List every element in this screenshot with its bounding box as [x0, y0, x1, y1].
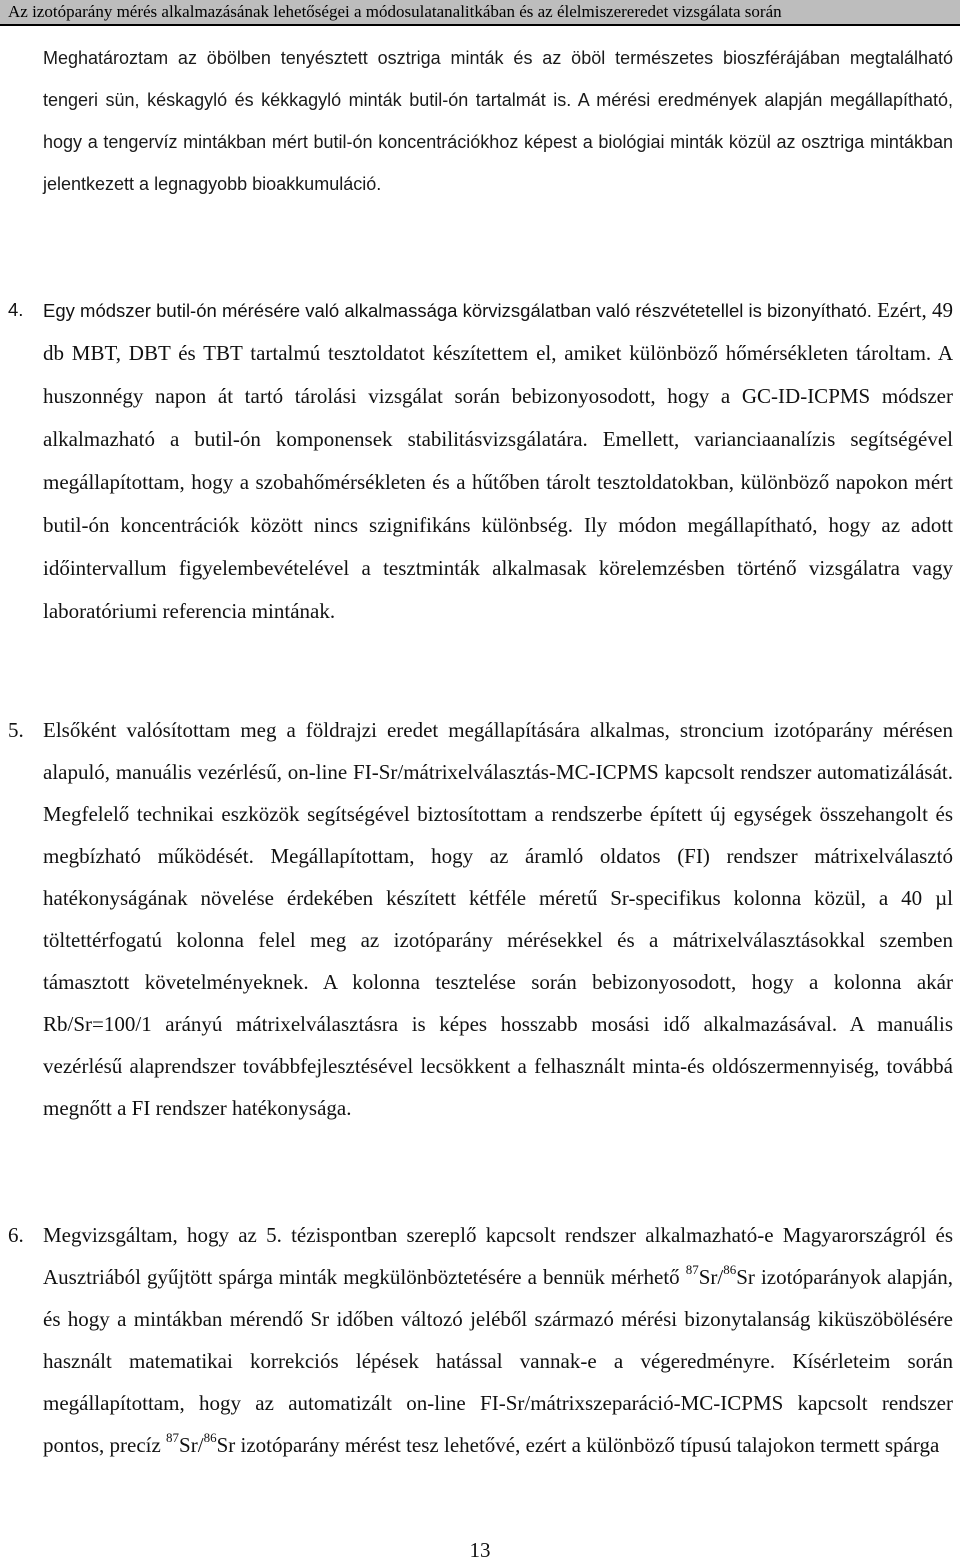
- text-segment: Megvizsgáltam, hogy az 5. tézispontban szereplő kapcsolt rendszer alkalmazható-e Magyarországról és Ausztriából gyűjtött spárga minták megkülönböztetésére a bennük mérhető: [43, 1223, 953, 1289]
- page-number: 13: [469, 1538, 491, 1562]
- text-segment: Sr izotóparány mérést tesz lehetővé, ezért a különböző típusú talajokon termett spárga: [216, 1433, 940, 1457]
- item-text: [43, 1214, 953, 1466]
- running-header-title: Az izotóparány mérés alkalmazásának lehetőségei a módosulatanalitkában és az élelmiszereredet vizsgálata során: [8, 2, 782, 21]
- text-segment: Sr/: [698, 1265, 724, 1289]
- item-text: [43, 289, 953, 633]
- superscript-87: 87: [685, 1262, 699, 1277]
- intro-paragraph: Meghatároztam az öbölben tenyésztett osztriga minták és az öböl természetes bioszférájában megtalálható tengeri sün, késkagyló és kékkagyló minták butil-ón tartalmát is. A mérési eredmények alapján megállapítható, hogy a tengervíz mintákban mért butil-ón koncentrációkhoz képest a biológiai minták közül az osztriga mintákban jelentkezett a legnagyobb bioakkumuláció.: [43, 48, 953, 194]
- superscript-86: 86: [723, 1262, 737, 1277]
- item-number: 4.: [8, 299, 24, 320]
- item-text-part: Egy módszer butil-ón mérésére való alkalmassága körvizsgálatban való részvétetellel is bizonyítható.: [43, 300, 872, 321]
- text-segment: Sr/: [179, 1433, 204, 1457]
- item-text-part: Emellett, varianciaanalízis segítségével megállapítottam, hogy a szobahőmérsékleten és a hűtőben tárolt tesztoldatokban, különböző napokon mért butil-ón koncentrációk között nincs szignifikáns különbség. Ily módon megállapítható, hogy az adott időintervallum figyelembevételével a tesztminták alkalmasak körelemzésben történő vizsgálatra vagy laboratóriumi referencia mintának.: [43, 427, 953, 623]
- item-text-part: Ezért, 49 db MBT, DBT és TBT tartalmú tesztoldatot készítettem el, amiket különböző hőmérsékleten tároltam. A huszonnégy napon át tartó tárolási vizsgálat során bebizonyosodott, hogy a GC-ID-ICPMS módszer alkalmazható a butil-ón komponensek stabilitásvizsgálatára.: [43, 298, 953, 451]
- item-number: 5.: [8, 718, 24, 742]
- item-text: Elsőként valósítottam meg a földrajzi eredet megállapítására alkalmas, stroncium izotóparány mérésen alapuló, manuális vezérlésű, on-line FI-Sr/mátrixelválasztás-MC-ICPMS kapcsolt rendszer automatizálását. Megfelelő technikai eszközök segítségével biztosítottam a rendszerbe épített új egységek összehangolt és megbízható működését. Megállapítottam, hogy az áramló oldatos (FI) rendszer mátrixelválasztó hatékonyságának növelése érdekében készített kétféle méretű Sr-specifikus kolonna közül, a 40 µl töltettérfogatú kolonna felel meg az izotóparány mérésekkel és a mátrixelválasztásokkal szemben támasztott követelményeknek. A kolonna tesztelése során bebizonyosodott, hogy a kolonna akár Rb/Sr=100/1 arányú mátrixelválasztásra is képes hosszabb mosási idő alkalmazásával. A manuális vezérlésű alaprendszer továbbfejlesztésével lecsökkent a felhasznált minta-és oldószermennyiség, továbbá megnőtt a FI rendszer hatékonysága.: [43, 718, 953, 1120]
- superscript-86: 86: [203, 1430, 217, 1445]
- text-segment: Sr izotóparányok alapján, és hogy a mintákban mérendő Sr időben változó jeléből származó mérési bizonytalanság kiküszöbölésére használt matematikai korrekciós lépések hatással vannak-e a végeredményre. Kísérleteim során megállapítottam, hogy az automatizált on-line FI-Sr/mátrixszeparáció-MC-ICPMS kapcsolt rendszer pontos, precíz: [43, 1265, 953, 1457]
- superscript-87: 87: [166, 1430, 180, 1445]
- item-number: 6.: [8, 1223, 24, 1247]
- running-header: [0, 0, 960, 26]
